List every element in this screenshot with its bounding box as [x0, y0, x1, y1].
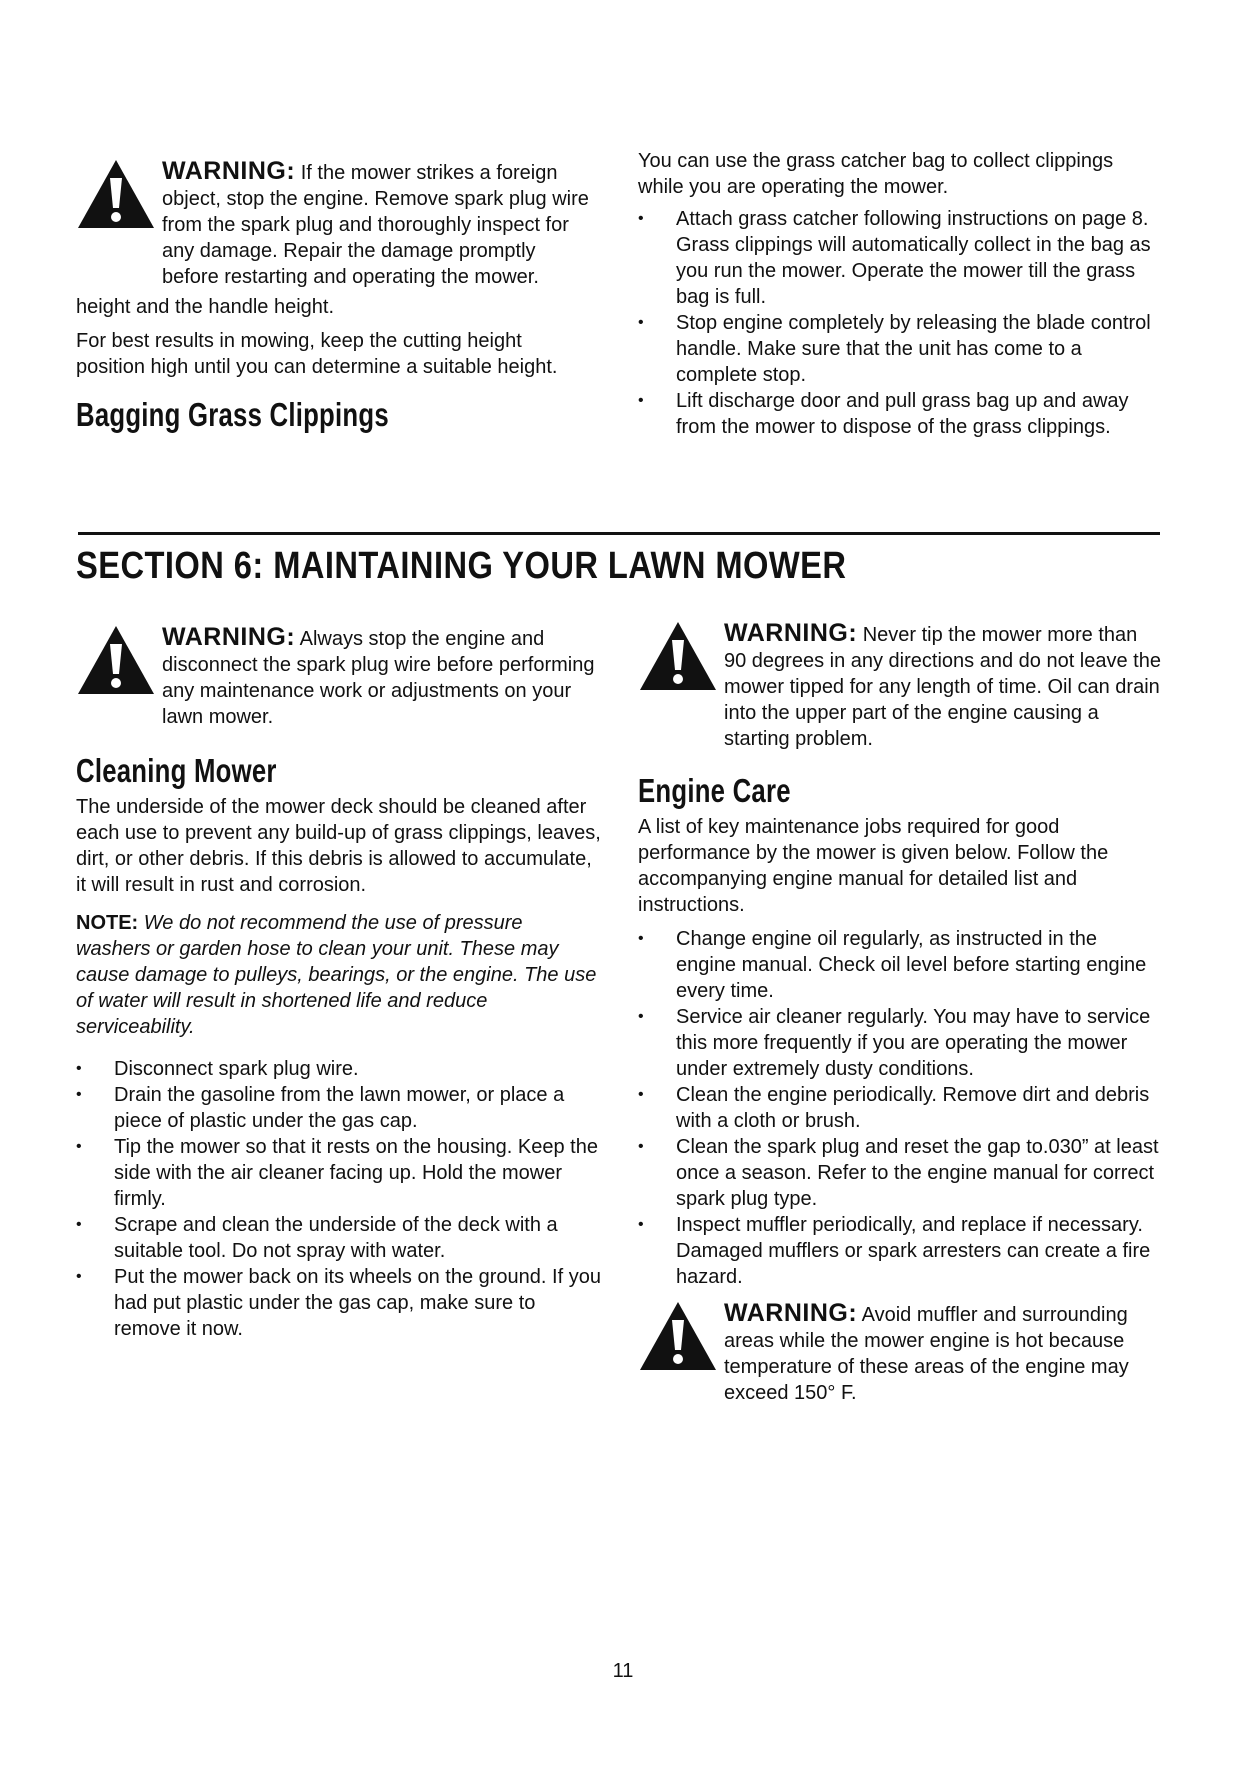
list-item: • Tip the mower so that it rests on the housing. Keep the side with the air cleaner facing up. Hold the mower firmly.: [76, 1134, 602, 1212]
warning-triangle-icon: [638, 620, 718, 692]
list-item: • Drain the gasoline from the lawn mower, or place a piece of plastic under the gas cap.: [76, 1082, 602, 1134]
bagging-steps-list: [638, 206, 1162, 440]
warning-body: Always stop the engine and disconnect the spark plug wire before performing any maintenance work or adjustments on your lawn mower.: [162, 628, 595, 728]
note-pressure-washers: [76, 910, 602, 1040]
section-divider: [78, 532, 1160, 535]
warning-block-foreign-object: [76, 158, 596, 290]
list-item: • Clean the engine periodically. Remove dirt and debris with a cloth or brush.: [638, 1082, 1162, 1134]
page-number: 11: [612, 1660, 634, 1682]
warning-text: [162, 158, 596, 290]
list-item: • Clean the spark plug and reset the gap to.030” at least once a season. Refer to the engine manual for correct spark plug type.: [638, 1134, 1162, 1212]
warning-triangle-icon: [76, 158, 156, 230]
note-label: NOTE:: [76, 912, 139, 934]
section-title: SECTION 6: MAINTAINING YOUR LAWN MOWER: [76, 545, 847, 587]
heading-bagging-grass-clippings: Bagging Grass Clippings: [76, 396, 389, 433]
warning-block-muffler: [638, 1300, 1162, 1406]
top-left-column: [76, 158, 596, 434]
warning-body: If the mower strikes a foreign object, stop the engine. Remove spark plug wire from the spark plug and thoroughly inspect for any damage. Repair the damage promptly before restarting and operating the mower.: [162, 162, 589, 288]
list-item: • Stop engine completely by releasing the blade control handle. Make sure that the unit has come to a complete stop.: [638, 310, 1162, 388]
warning-body: Never tip the mower more than 90 degrees in any directions and do not leave the mower tipped for any length of time. Oil can drain into the upper part of the engine causing a starting problem.: [724, 624, 1161, 750]
right-column: [638, 620, 1162, 1406]
warning-triangle-icon: [76, 624, 156, 696]
list-item: • Scrape and clean the underside of the deck with a suitable tool. Do not spray with water.: [76, 1212, 602, 1264]
warning-label: WARNING:: [162, 623, 296, 651]
top-right-column: [638, 148, 1162, 440]
heading-engine-care: Engine Care: [638, 772, 791, 809]
engine-care-list: [638, 926, 1162, 1290]
heading-cleaning-mower: Cleaning Mower: [76, 752, 277, 789]
left-column: [76, 624, 602, 1342]
paragraph-engine-care: A list of key maintenance jobs required for good performance by the mower is given below. Follow the accompanying engine manual for detailed list and instructions.: [638, 816, 1109, 916]
warning-block-maintenance: [76, 624, 602, 730]
list-item: • Inspect muffler periodically, and replace if necessary. Damaged mufflers or spark arresters can create a fire hazard.: [638, 1212, 1162, 1290]
warning-body: Avoid muffler and surrounding areas while the mower engine is hot because temperature of these areas of the engine may exceed 150° F.: [724, 1304, 1129, 1404]
list-item: • Disconnect spark plug wire.: [76, 1056, 602, 1082]
warning-triangle-icon: [638, 1300, 718, 1372]
list-item: • Change engine oil regularly, as instructed in the engine manual. Check oil level before starting engine every time.: [638, 926, 1162, 1004]
warning-block-tipping: [638, 620, 1162, 752]
warning-label: WARNING:: [724, 1299, 858, 1327]
warning-label: WARNING:: [162, 157, 296, 185]
paragraph-height: height and the handle height.: [76, 296, 334, 318]
warning-label: WARNING:: [724, 619, 858, 647]
cleaning-steps-list: [76, 1056, 602, 1342]
list-item: • Attach grass catcher following instructions on page 8. Grass clippings will automatically collect in the bag as you run the mower. Operate the mower till the grass bag is full.: [638, 206, 1162, 310]
paragraph-cleaning: The underside of the mower deck should be cleaned after each use to prevent any build-up of grass clippings, leaves, dirt, or other debris. If this debris is allowed to accumulate, it will result in rust and corrosion.: [76, 796, 601, 896]
list-item: • Lift discharge door and pull grass bag up and away from the mower to dispose of the grass clippings.: [638, 388, 1162, 440]
warning-text: [162, 624, 602, 730]
warning-text: [724, 1300, 1162, 1406]
warning-text: [724, 620, 1162, 752]
paragraph-grass-catcher-intro: You can use the grass catcher bag to collect clippings while you are operating the mower.: [638, 150, 1114, 198]
paragraph-best-results: For best results in mowing, keep the cutting height position high until you can determine a suitable height.: [76, 330, 558, 378]
list-item: • Put the mower back on its wheels on the ground. If you had put plastic under the gas cap, make sure to remove it now.: [76, 1264, 602, 1342]
note-body: We do not recommend the use of pressure washers or garden hose to clean your unit. These may cause damage to pulleys, bearings, or the engine. The use of water will result in shortened life and reduce serviceability.: [76, 912, 597, 1038]
list-item: • Service air cleaner regularly. You may have to service this more frequently if you are operating the mower under extremely dusty conditions.: [638, 1004, 1162, 1082]
